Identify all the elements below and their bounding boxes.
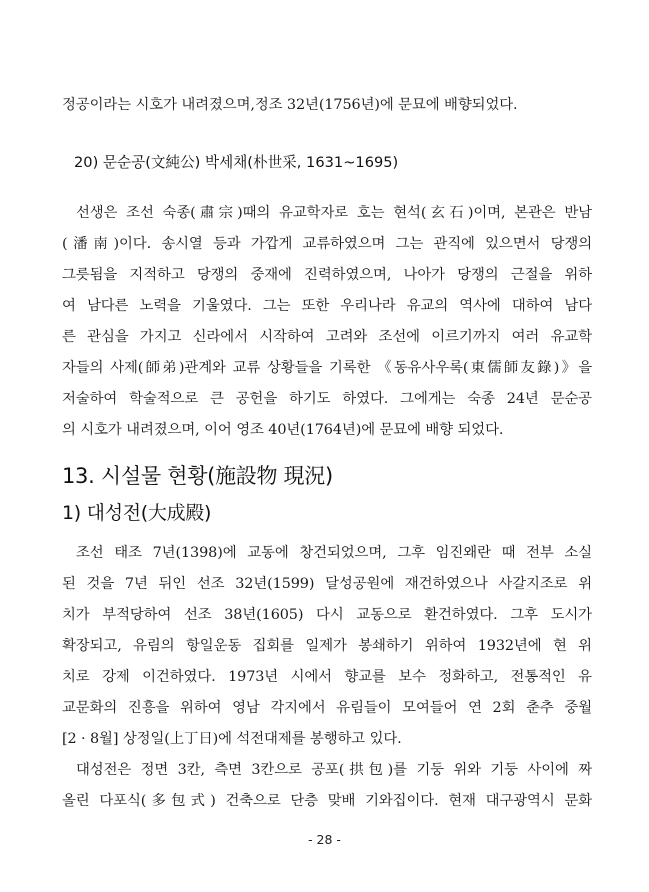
body-text-line: [2 · 8월] 상정일(上丁日)에 석전대제를 봉행하고 있다. <box>62 731 402 747</box>
body-text-line: 올린 다포식(多包式) 건축으로 단층 맞배 기와집이다. 현재 대구광역시 문화 <box>62 793 592 809</box>
page-number: - 28 - <box>308 832 341 847</box>
body-text-line: 의 시호가 내려졌으며, 이어 영조 40년(1764년)에 문묘에 배향 되었다. <box>62 422 504 438</box>
body-text-line: 저술하여 학술적으로 큰 공헌을 하기도 하였다. 그에게는 숙종 24년 문순공 <box>62 391 592 407</box>
body-text-line: 된 것을 7년 뒤인 선조 32년(1599) 달성공원에 재건하였으나 사갈지조로 위 <box>62 576 592 592</box>
body-text-line: 선생은 조선 숙종(肅宗)때의 유교학자로 호는 현석(玄石)이며, 본관은 반남 <box>76 205 592 221</box>
body-text-line: (潘南)이다. 송시열 등과 가깝게 교류하였으며 그는 관직에 있으면서 당쟁의 <box>62 236 592 252</box>
body-text-line: 른 관심을 가지고 신라에서 시작하여 고려와 조선에 이르기까지 여러 유교학 <box>62 329 592 345</box>
subsection-heading-20: 20) 문순공(文純公) 박세채(朴世采, 1631∼1695) <box>74 154 399 171</box>
body-text-line: 그릇됨을 지적하고 당쟁의 중재에 진력하였으며, 나아가 당쟁의 근절을 위하 <box>62 267 592 283</box>
body-text-line: 조선 태조 7년(1398)에 교동에 창건되었으며, 그후 임진왜란 때 전부 소실 <box>76 545 592 561</box>
subsection-heading-1: 1) 대성전(大成殿) <box>62 502 212 524</box>
body-text-line: 대성전은 정면 3칸, 측면 3칸으로 공포(拱包)를 기둥 위와 기둥 사이에 짜 <box>76 762 592 778</box>
body-text-line: 자들의 사제(師弟)관계와 교류 상황들을 기록한 《동유사우록(東儒師友錄)》을 <box>62 360 592 376</box>
section-heading-13: 13. 시설물 현황(施設物 現況) <box>62 464 333 488</box>
body-text-line: 교문화의 진흥을 위하여 영남 각지에서 유림들이 모여들어 연 2회 춘추 중월 <box>62 700 592 716</box>
body-text-line: 치가 부적당하여 선조 38년(1605) 다시 교동으로 환건하였다. 그후 도시가 <box>62 607 592 623</box>
body-text-line: 치로 강제 이건하였다. 1973년 시에서 향교를 보수 정화하고, 전통적인 유 <box>62 669 592 685</box>
body-text-line: 확장되고, 유림의 항일운동 집회를 일제가 봉쇄하기 위하여 1932년에 현 위 <box>62 638 592 654</box>
body-text-line: 정공이라는 시호가 내려졌으며,정조 32년(1756년)에 문묘에 배향되었다. <box>62 97 518 113</box>
body-text-line: 여 남다른 노력을 기울였다. 그는 또한 우리나라 유교의 역사에 대하여 남다 <box>62 298 592 314</box>
